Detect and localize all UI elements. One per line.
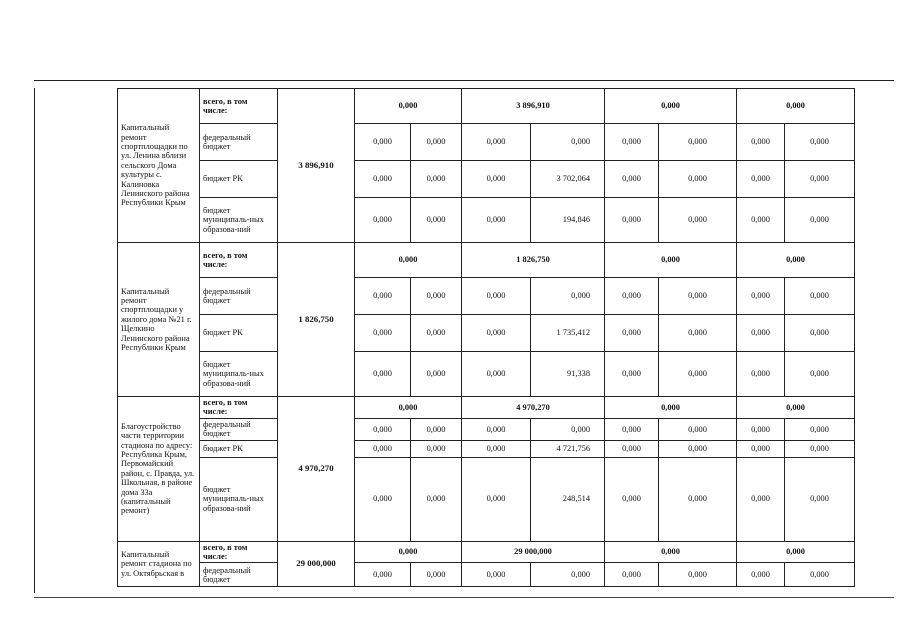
- value-cell: 0,000: [462, 124, 531, 161]
- value-cell: 0,000: [737, 315, 785, 352]
- value-cell: 0,000: [659, 418, 737, 440]
- year-sum: 0,000: [605, 89, 737, 124]
- project-name: Капитальный ремонт спортплощадки по ул. Ленина вблизи сельского Дома культуры с. Калиновка Ленинского района Республики Крым: [118, 89, 200, 243]
- value-cell: 0,000: [605, 278, 659, 315]
- year-sum: 0,000: [737, 541, 855, 563]
- table-row: [118, 278, 894, 315]
- value-cell: 248,514: [531, 457, 605, 541]
- table-row: [118, 198, 894, 243]
- table-row: [118, 457, 894, 541]
- year-sum: 0,000: [605, 243, 737, 278]
- table-row: [118, 243, 894, 278]
- value-cell: 0,000: [785, 161, 855, 198]
- table-row: [118, 440, 894, 457]
- value-cell: 0,000: [659, 457, 737, 541]
- value-cell: 0,000: [785, 440, 855, 457]
- table-row: [118, 124, 894, 161]
- source-label: бюджет муниципаль-ных образова-ний: [200, 457, 278, 541]
- value-cell: 0,000: [785, 124, 855, 161]
- value-cell: 3 702,064: [531, 161, 605, 198]
- table-row: [118, 418, 894, 440]
- value-cell: 0,000: [462, 563, 531, 587]
- value-cell: 0,000: [531, 278, 605, 315]
- value-cell: 0,000: [737, 161, 785, 198]
- value-cell: 0,000: [785, 278, 855, 315]
- project-name: Капитальный ремонт спортплощадки у жилого дома №21 г. Щелкино Ленинского района Республики Крым: [118, 243, 200, 397]
- table-row: [118, 563, 894, 587]
- year-sum: 0,000: [355, 541, 462, 563]
- value-cell: 0,000: [355, 124, 411, 161]
- value-cell: 0,000: [411, 457, 462, 541]
- year-sum: 0,000: [605, 397, 737, 419]
- year-sum: 29 000,000: [462, 541, 605, 563]
- value-cell: 0,000: [785, 457, 855, 541]
- source-label: всего, в том числе:: [200, 397, 278, 419]
- page-top-rule: [34, 80, 894, 81]
- value-cell: 0,000: [411, 563, 462, 587]
- value-cell: 0,000: [659, 440, 737, 457]
- value-cell: 0,000: [355, 315, 411, 352]
- project-total: 4 970,270: [278, 397, 355, 542]
- value-cell: 0,000: [411, 198, 462, 243]
- table-row: [118, 161, 894, 198]
- value-cell: 0,000: [355, 457, 411, 541]
- value-cell: 0,000: [462, 457, 531, 541]
- value-cell: 0,000: [411, 315, 462, 352]
- value-cell: 0,000: [659, 198, 737, 243]
- value-cell: 4 721,756: [531, 440, 605, 457]
- year-sum: 3 896,910: [462, 89, 605, 124]
- year-sum: 0,000: [355, 89, 462, 124]
- value-cell: 0,000: [785, 563, 855, 587]
- value-cell: 91,338: [531, 352, 605, 397]
- value-cell: 0,000: [605, 352, 659, 397]
- value-cell: 0,000: [785, 418, 855, 440]
- source-label: федеральный бюджет: [200, 418, 278, 440]
- value-cell: 0,000: [411, 352, 462, 397]
- table-row: [118, 397, 894, 419]
- value-cell: 0,000: [659, 124, 737, 161]
- source-label: всего, в том числе:: [200, 541, 278, 563]
- table-row: [118, 352, 894, 397]
- value-cell: 0,000: [785, 352, 855, 397]
- project-name: Благоустройство части территории стадиона по адресу: Республика Крым, Первомайский район, с. Правда, ул. Школьная, в районе дома 33а (капитальный ремонт): [118, 397, 200, 542]
- year-sum: 0,000: [737, 243, 855, 278]
- value-cell: 0,000: [531, 124, 605, 161]
- value-cell: 0,000: [531, 563, 605, 587]
- table-row: [118, 315, 894, 352]
- value-cell: 0,000: [605, 315, 659, 352]
- source-label: федеральный бюджет: [200, 278, 278, 315]
- value-cell: 0,000: [355, 198, 411, 243]
- year-sum: 4 970,270: [462, 397, 605, 419]
- value-cell: 0,000: [605, 161, 659, 198]
- outer-table-left-border: [34, 88, 35, 593]
- value-cell: 0,000: [462, 278, 531, 315]
- value-cell: 0,000: [411, 278, 462, 315]
- source-label: федеральный бюджет: [200, 563, 278, 587]
- budget-table: [117, 88, 894, 587]
- value-cell: 1 735,412: [531, 315, 605, 352]
- source-label: бюджет муниципаль-ных образова-ний: [200, 352, 278, 397]
- value-cell: 0,000: [737, 352, 785, 397]
- value-cell: 0,000: [462, 440, 531, 457]
- value-cell: 0,000: [355, 161, 411, 198]
- year-sum: 0,000: [355, 397, 462, 419]
- value-cell: 0,000: [737, 563, 785, 587]
- year-sum: 0,000: [605, 541, 737, 563]
- source-label: всего, в том числе:: [200, 89, 278, 124]
- source-label: всего, в том числе:: [200, 243, 278, 278]
- value-cell: 0,000: [411, 124, 462, 161]
- value-cell: 0,000: [737, 418, 785, 440]
- value-cell: 0,000: [462, 198, 531, 243]
- source-label: бюджет РК: [200, 440, 278, 457]
- value-cell: 0,000: [462, 315, 531, 352]
- year-sum: 0,000: [737, 397, 855, 419]
- page-bottom-rule: [34, 597, 894, 598]
- value-cell: 0,000: [411, 161, 462, 198]
- value-cell: 0,000: [659, 278, 737, 315]
- value-cell: 0,000: [659, 161, 737, 198]
- value-cell: 0,000: [737, 278, 785, 315]
- source-label: федеральный бюджет: [200, 124, 278, 161]
- value-cell: 0,000: [737, 198, 785, 243]
- value-cell: 0,000: [355, 563, 411, 587]
- value-cell: 194,846: [531, 198, 605, 243]
- value-cell: 0,000: [737, 457, 785, 541]
- year-sum: 1 826,750: [462, 243, 605, 278]
- value-cell: 0,000: [462, 418, 531, 440]
- value-cell: 0,000: [355, 352, 411, 397]
- value-cell: 0,000: [605, 457, 659, 541]
- value-cell: 0,000: [605, 124, 659, 161]
- value-cell: 0,000: [659, 315, 737, 352]
- value-cell: 0,000: [462, 161, 531, 198]
- source-label: бюджет РК: [200, 161, 278, 198]
- table-row: [118, 541, 894, 563]
- project-total: 1 826,750: [278, 243, 355, 397]
- source-label: бюджет муниципаль-ных образова-ний: [200, 198, 278, 243]
- value-cell: 0,000: [659, 563, 737, 587]
- value-cell: 0,000: [785, 198, 855, 243]
- table-row: [118, 89, 894, 124]
- year-sum: 0,000: [737, 89, 855, 124]
- value-cell: 0,000: [659, 352, 737, 397]
- value-cell: 0,000: [531, 418, 605, 440]
- value-cell: 0,000: [355, 440, 411, 457]
- value-cell: 0,000: [411, 418, 462, 440]
- value-cell: 0,000: [411, 440, 462, 457]
- project-total: 29 000,000: [278, 541, 355, 587]
- value-cell: 0,000: [605, 563, 659, 587]
- value-cell: 0,000: [605, 418, 659, 440]
- value-cell: 0,000: [605, 198, 659, 243]
- year-sum: 0,000: [355, 243, 462, 278]
- source-label: бюджет РК: [200, 315, 278, 352]
- value-cell: 0,000: [355, 278, 411, 315]
- value-cell: 0,000: [737, 124, 785, 161]
- value-cell: 0,000: [737, 440, 785, 457]
- project-name: Капитальный ремонт стадиона по ул. Октябрьская в: [118, 541, 200, 587]
- value-cell: 0,000: [462, 352, 531, 397]
- value-cell: 0,000: [785, 315, 855, 352]
- value-cell: 0,000: [605, 440, 659, 457]
- project-total: 3 896,910: [278, 89, 355, 243]
- value-cell: 0,000: [355, 418, 411, 440]
